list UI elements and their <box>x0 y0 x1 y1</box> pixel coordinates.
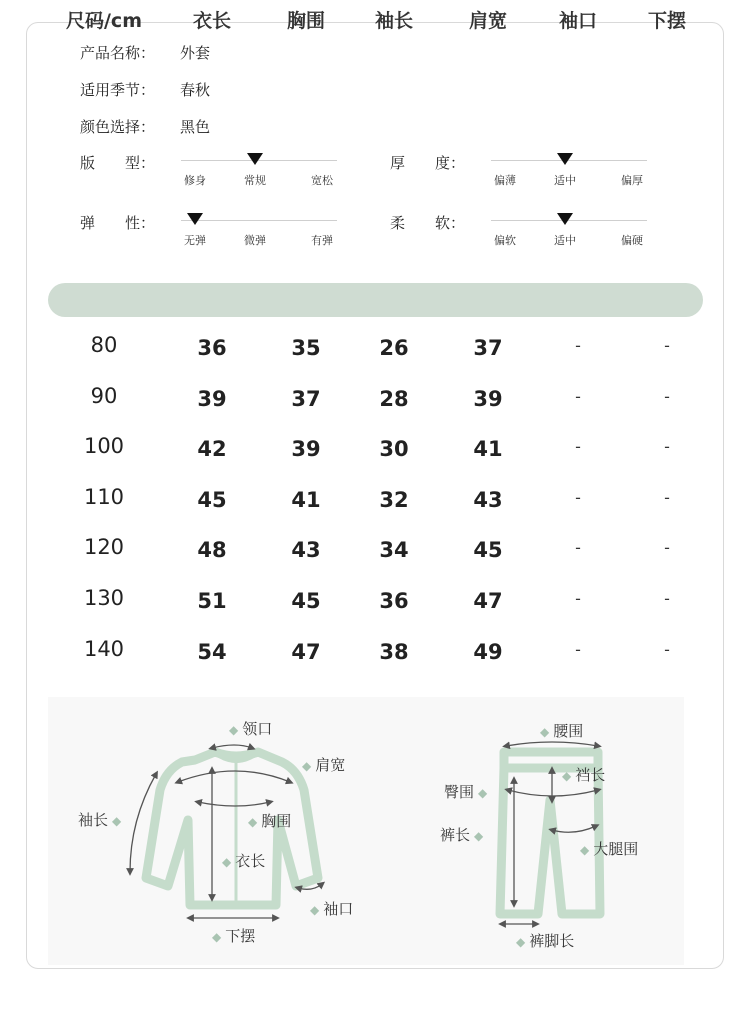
scale-option: 偏硬 <box>621 234 643 247</box>
table-cell: 45 <box>197 488 227 512</box>
table-header-cell: 袖口 <box>558 10 598 32</box>
waist-label: ◆ 腰围 <box>540 722 584 740</box>
scale-option: 宽松 <box>311 174 333 187</box>
table-cell: - <box>664 437 670 456</box>
scale-option: 适中 <box>554 174 576 187</box>
table-cell: 39 <box>197 387 227 411</box>
diamond-icon: ◆ <box>540 725 550 739</box>
table-cell: - <box>575 437 581 456</box>
hem-label: ◆ 下摆 <box>212 927 256 945</box>
thickness-label: 厚 度： <box>390 154 466 172</box>
scale-option: 偏软 <box>494 234 516 247</box>
size-cell: 130 <box>83 586 125 610</box>
cuff-label: ◆ 袖口 <box>310 900 354 918</box>
size-cell: 110 <box>83 485 125 509</box>
table-cell: 49 <box>473 640 503 664</box>
table-cell: 30 <box>379 437 409 461</box>
table-cell: 43 <box>291 538 321 562</box>
diamond-icon: ◆ <box>229 723 239 737</box>
table-cell: - <box>664 589 670 608</box>
leg-opening-label: ◆ 裤脚长 <box>516 932 575 950</box>
table-cell: 43 <box>473 488 503 512</box>
table-header-cell: 衣长 <box>192 10 232 32</box>
table-cell: - <box>575 488 581 507</box>
table-cell: 39 <box>473 387 503 411</box>
table-cell: - <box>575 336 581 355</box>
chest-label: ◆ 胸围 <box>248 812 292 830</box>
table-cell: - <box>575 387 581 406</box>
table-cell: - <box>575 589 581 608</box>
product-name-label: 产品名称： <box>80 44 156 62</box>
table-cell: 38 <box>379 640 409 664</box>
size-cell: 80 <box>90 333 118 357</box>
size-cell: 120 <box>83 535 125 559</box>
scale-option: 偏厚 <box>621 174 643 187</box>
table-header-cell: 袖长 <box>374 10 414 32</box>
scale-option: 有弹 <box>311 234 333 247</box>
table-cell: 45 <box>291 589 321 613</box>
hip-label: 臀围 ◆ <box>444 783 488 801</box>
table-header-cell: 肩宽 <box>468 10 508 32</box>
scale-option: 修身 <box>184 174 206 187</box>
scale-option: 无弹 <box>184 234 206 247</box>
diamond-icon: ◆ <box>478 786 488 800</box>
size-cell: 100 <box>83 434 125 458</box>
table-cell: 48 <box>197 538 227 562</box>
diamond-icon: ◆ <box>516 935 526 949</box>
product-name-value: 外套 <box>180 44 211 62</box>
diamond-icon: ◆ <box>248 815 258 829</box>
table-cell: - <box>664 640 670 659</box>
table-cell: 45 <box>473 538 503 562</box>
table-cell: - <box>664 538 670 557</box>
table-cell: 39 <box>291 437 321 461</box>
table-cell: - <box>575 640 581 659</box>
table-cell: 37 <box>473 336 503 360</box>
table-cell: - <box>664 387 670 406</box>
table-cell: 36 <box>197 336 227 360</box>
table-cell: - <box>575 538 581 557</box>
fit-label: 版 型： <box>80 154 156 172</box>
pants-length-label: 裤长 ◆ <box>440 826 484 844</box>
diamond-icon: ◆ <box>222 855 232 869</box>
table-cell: 37 <box>291 387 321 411</box>
scale-option: 偏薄 <box>494 174 516 187</box>
table-cell: 28 <box>379 387 409 411</box>
size-cell: 140 <box>83 637 125 661</box>
diamond-icon: ◆ <box>212 930 222 944</box>
diamond-icon: ◆ <box>474 829 484 843</box>
table-cell: 41 <box>291 488 321 512</box>
table-cell: 26 <box>379 336 409 360</box>
table-header-cell: 尺码/cm <box>65 10 143 32</box>
collar-label: ◆ 领口 <box>229 720 273 738</box>
thigh-label: ◆ 大腿围 <box>580 840 639 858</box>
table-cell: 41 <box>473 437 503 461</box>
table-cell: 42 <box>197 437 227 461</box>
diamond-icon: ◆ <box>580 843 590 857</box>
table-header-cell: 胸围 <box>286 10 326 32</box>
softness-label: 柔 软： <box>390 214 466 232</box>
season-label: 适用季节： <box>80 81 156 99</box>
color-value: 黑色 <box>180 118 211 136</box>
table-cell: 47 <box>473 589 503 613</box>
length-label: ◆ 衣长 <box>222 852 266 870</box>
table-cell: 54 <box>197 640 227 664</box>
diamond-icon: ◆ <box>112 814 122 828</box>
rise-label: ◆ 裆长 <box>562 766 606 784</box>
color-label: 颜色选择： <box>80 118 156 136</box>
sleeve-label: 袖长 ◆ <box>78 811 122 829</box>
size-cell: 90 <box>90 384 118 408</box>
table-cell: - <box>664 488 670 507</box>
season-value: 春秋 <box>180 81 211 99</box>
diamond-icon: ◆ <box>302 759 312 773</box>
table-cell: 35 <box>291 336 321 360</box>
scale-option: 常规 <box>244 174 266 187</box>
table-cell: 51 <box>197 589 227 613</box>
scale-option: 微弹 <box>244 234 266 247</box>
shoulder-label: ◆ 肩宽 <box>302 756 346 774</box>
table-header-cell: 下摆 <box>647 10 687 32</box>
table-cell: 36 <box>379 589 409 613</box>
elasticity-label: 弹 性： <box>80 214 156 232</box>
table-cell: 47 <box>291 640 321 664</box>
diamond-icon: ◆ <box>562 769 572 783</box>
diamond-icon: ◆ <box>310 903 320 917</box>
table-cell: 32 <box>379 488 409 512</box>
table-cell: 34 <box>379 538 409 562</box>
scale-option: 适中 <box>554 234 576 247</box>
jacket-icon <box>146 752 318 905</box>
table-cell: - <box>664 336 670 355</box>
